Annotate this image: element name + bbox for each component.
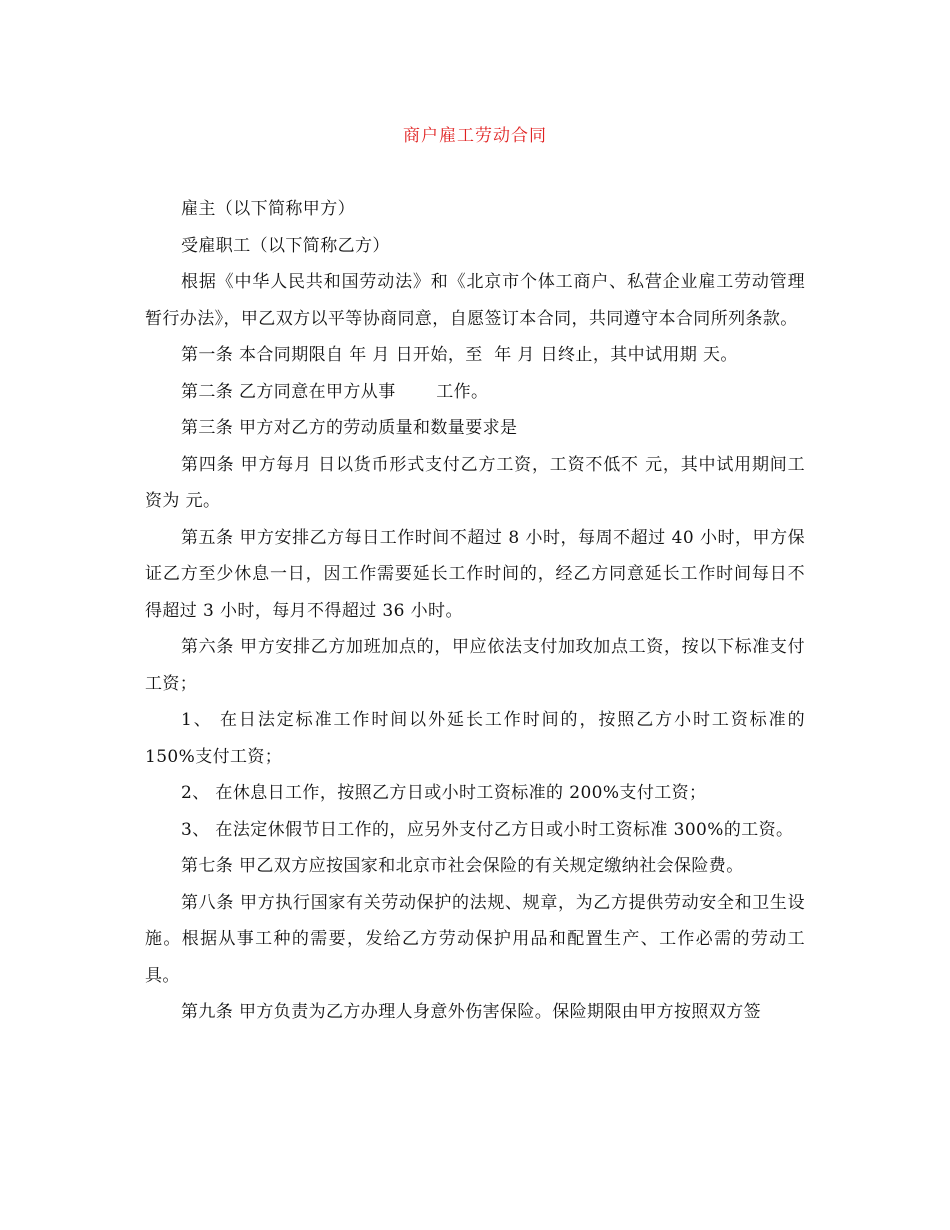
paragraph-preamble: 根据《中华人民共和国劳动法》和《北京市个体工商户、私营企业雇工劳动管理暂行办法》，甲乙双方以平等协商同意，自愿签订本合同，共同遵守本合同所列条款。 xyxy=(145,272,805,329)
paragraph-item-2: 2、 在休息日工作，按照乙方日或小时工资标准的 200%支付工资； xyxy=(181,783,707,803)
paragraph-article-1: 第一条 本合同期限自 年 月 日开始，至 年 月 日终止，其中试用期 天。 xyxy=(181,345,738,365)
paragraph-employer: 雇主（以下简称甲方） xyxy=(181,199,355,219)
paragraph-article-9: 第九条 甲方负责为乙方办理人身意外伤害保险。保险期限由甲方按照双方签 xyxy=(181,1002,762,1022)
paragraph-article-2: 第二条 乙方同意在甲方从事 工作。 xyxy=(181,381,489,402)
paragraph-employee: 受雇职工（以下简称乙方） xyxy=(181,235,390,256)
paragraph-item-3: 3、 在法定休假节日工作的，应另外支付乙方日或小时工资标准 300%的工资。 xyxy=(181,819,794,840)
paragraph-article-6: 第六条 甲方安排乙方加班加点的，甲应依法支付加玫加点工资，按以下标准支付工资； xyxy=(145,637,805,694)
paragraph-item-1: 1、 在日法定标准工作时间以外延长工作时间的，按照乙方小时工资标准的150%支付工资； xyxy=(145,710,805,767)
paragraph-article-8: 第八条 甲方执行国家有关劳动保护的法规、规章，为乙方提供劳动安全和卫生设施。根据从事工种的需要，发给乙方劳动保护用品和配置生产、工作必需的劳动工具。 xyxy=(145,892,805,986)
paragraph-article-5: 第五条 甲方安排乙方每日工作时间不超过 8 小时，每周不超过 40 小时，甲方保证乙方至少休息一日，因工作需要延长工作时间的，经乙方同意延长工作时间每日不得超过 3 小时，每月不得超过 36 小时。 xyxy=(145,527,805,621)
paragraph-article-4: 第四条 甲方每月 日以货币形式支付乙方工资，工资不低不 元，其中试用期间工资为 元。 xyxy=(145,454,805,511)
paragraph-article-7: 第七条 甲乙双方应按国家和北京市社会保险的有关规定缴纳社会保险费。 xyxy=(181,856,744,876)
document-body xyxy=(145,191,805,1031)
document-title: 商户雇工劳动合同 xyxy=(403,126,547,146)
paragraph-article-3: 第三条 甲方对乙方的劳动质量和数量要求是 xyxy=(181,418,518,438)
